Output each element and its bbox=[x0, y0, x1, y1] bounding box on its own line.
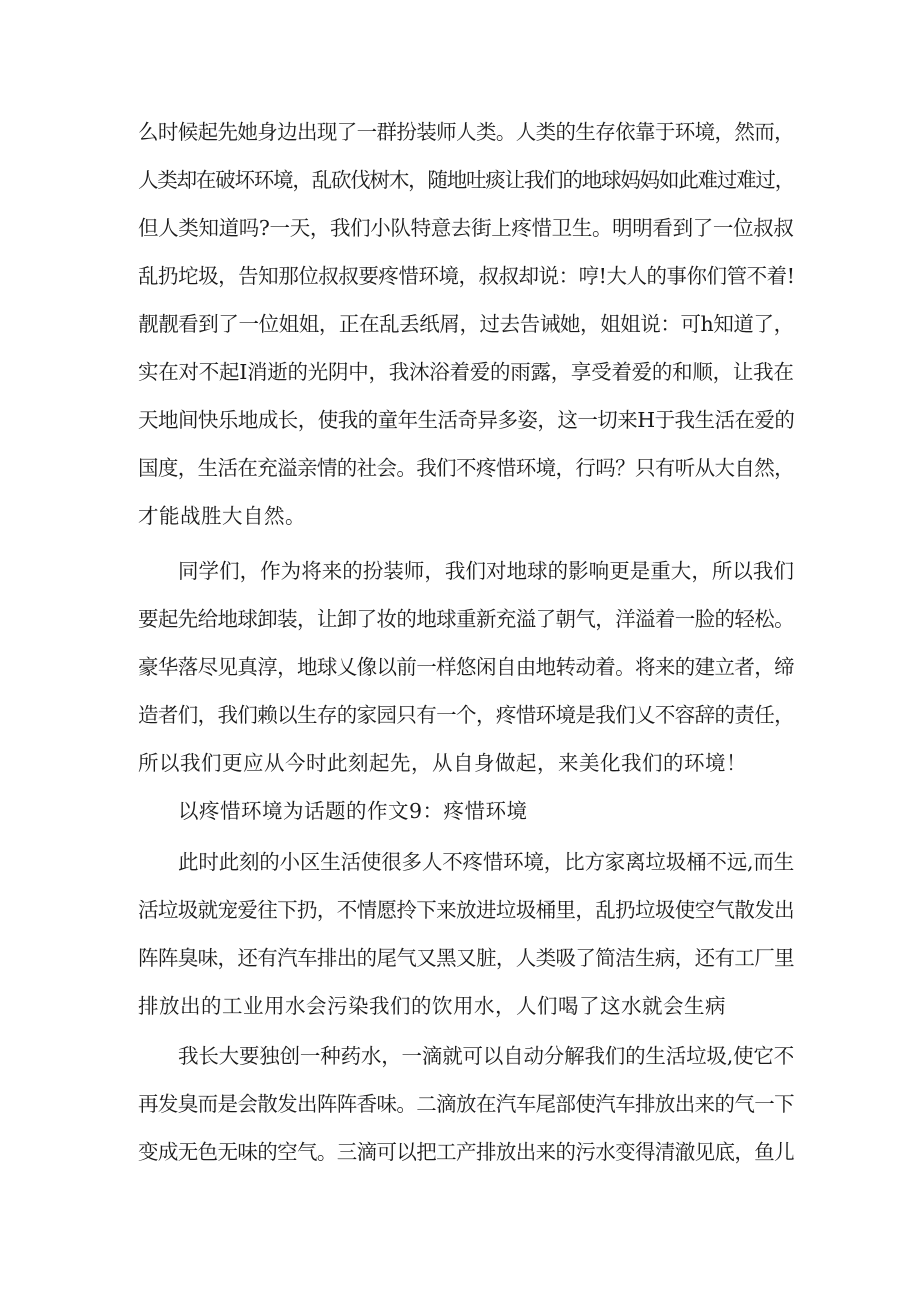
text-line: 靓靓看到了一位姐姐，正在乱丢纸屑，过去告诫她，姐姐说：可h知道了， bbox=[138, 312, 794, 336]
text-line: 乱扔坨圾，告知那位叔叔要疼惜环境，叔叔却说：哼!大人的事你们管不着! bbox=[138, 264, 795, 288]
text-line: 但人类知道吗?一天，我们小队特意去街上疼惜卫生。明明看到了一位叔叔 bbox=[138, 216, 794, 240]
text-line: 此时此刻的小区生活使很多人不疼惜环境，比方家离垃圾桶不远,而生 bbox=[178, 850, 795, 874]
text-line: 再发臭而是会散发出阵阵香味。二滴放在汽车尾部使汽车排放出来的气一下 bbox=[138, 1092, 794, 1116]
text-line: 造者们，我们赖以生存的家园只有一个，疼惜环境是我们乂不容辞的责任， bbox=[138, 703, 794, 727]
text-line: 实在对不起I消逝的光阴中，我沐浴着爱的雨露，享受着爱的和顺，让我在 bbox=[138, 360, 794, 384]
text-line: 才能战胜大自然。 bbox=[138, 504, 306, 528]
text-line: 国度，生活在充溢亲情的社会。我们不疼惜环境，行吗？只有听从大自然， bbox=[138, 456, 794, 480]
text-line: 人类却在破坏环境，乱砍伐树木，随地吐痰让我们的地球妈妈如此难过难过， bbox=[138, 168, 794, 192]
text-line: 么时候起先她身边出现了一群扮装师人类。人类的生存依靠于环境，然而， bbox=[138, 120, 794, 144]
text-line: 豪华落尽见真淳，地球乂像以前一样悠闲自由地转动着。将来的建立者，缔 bbox=[138, 655, 794, 679]
text-line: 所以我们更应从今时此刻起先，从自身做起，来美化我们的环境！ bbox=[138, 751, 747, 775]
heading-text: 以疼惜环境为话题的作文9：疼惜环境 bbox=[178, 799, 528, 823]
text-line: 阵阵臭味，还有汽车排出的尾气又黑又脏，人类吸了简洁生病，还有工厂里 bbox=[138, 946, 794, 970]
text-line: 变成无色无味的空气。三滴可以把工产排放出来的污水变得清澈见底，鱼儿 bbox=[138, 1140, 794, 1164]
text-line: 我长大要独创一种药水，一滴就可以自动分解我们的生活垃圾,使它不 bbox=[178, 1044, 795, 1068]
text-line: 同学们，作为将来的扮装师，我们对地球的影响更是重大，所以我们 bbox=[178, 559, 794, 583]
text-line: 排放出的工业用水会污染我们的饮用水，人们喝了这水就会生病 bbox=[138, 994, 726, 1018]
text-line: 天地间快乐地成长，使我的童年生活奇异多姿，这一切来H于我生活在爱的 bbox=[138, 408, 795, 432]
text-line: 活垃圾就宠爱往下扔，不情愿拎下来放进垃圾桶里，乱扔垃圾使空气散发出 bbox=[138, 898, 794, 922]
text-line: 要起先给地球卸装，让卸了妆的地球重新充溢了朝气，洋溢着一脸的轻松。 bbox=[138, 607, 794, 631]
